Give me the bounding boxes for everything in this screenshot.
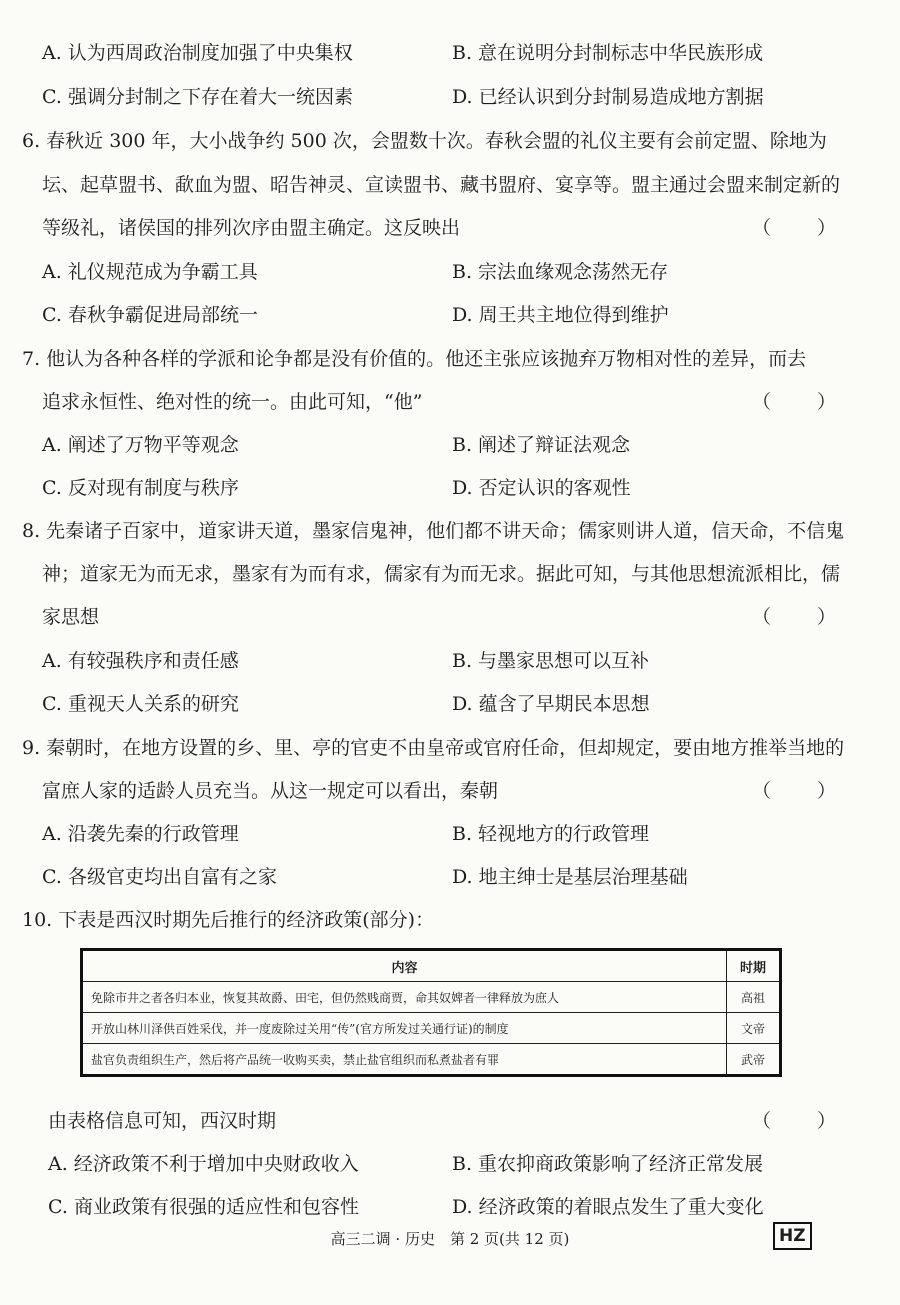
- q6-option-a: A. 礼仪规范成为争霸工具: [42, 261, 258, 283]
- table-header-row: [82, 950, 781, 982]
- table-cell-period: 文帝: [727, 1013, 781, 1044]
- q9-option-c: C. 各级官吏均出自富有之家: [42, 866, 277, 888]
- q6-stem-line: 等级礼，诸侯国的排列次序由盟主确定。这反映出: [42, 217, 461, 239]
- exam-code-badge: HZ: [773, 1222, 812, 1250]
- table-cell-content: 免除市井之者各归本业，恢复其故爵、田宅，但仍然贱商贾，命其奴婢者一律释放为庶人: [82, 982, 727, 1013]
- table-header-content: 内容: [82, 950, 727, 982]
- q5-option-a: A. 认为西周政治制度加强了中央集权: [42, 42, 353, 64]
- table-cell-content: 盐官负责组织生产，然后将产品统一收购买卖，禁止盐官组织而私煮盐者有罪: [82, 1044, 727, 1076]
- q8-answer-paren: （ ）: [752, 606, 857, 628]
- table-cell-content: 开放山林川泽供百姓采伐，并一度废除过关用“传”(官方所发过关通行证)的制度: [82, 1013, 727, 1044]
- q9-option-a: A. 沿袭先秦的行政管理: [42, 823, 239, 845]
- policy-table: [80, 948, 782, 1077]
- q8-stem-line: 家思想: [42, 606, 100, 628]
- q7-answer-paren: （ ）: [752, 391, 857, 413]
- table-cell-period: 高祖: [727, 982, 781, 1013]
- table-row: [82, 982, 781, 1013]
- q10-question: 由表格信息可知，西汉时期: [48, 1110, 277, 1132]
- q7-stem-line: 追求永恒性、绝对性的统一。由此可知，“他”: [42, 391, 423, 413]
- q9-option-b: B. 轻视地方的行政管理: [452, 823, 650, 845]
- q5-option-d: D. 已经认识到分封制易造成地方割据: [452, 86, 764, 108]
- q6-option-c: C. 春秋争霸促进局部统一: [42, 304, 258, 326]
- table-row: [82, 1044, 781, 1076]
- q10-stem: 10. 下表是西汉时期先后推行的经济政策(部分)：: [22, 909, 435, 931]
- q7-option-d: D. 否定认识的客观性: [452, 477, 631, 499]
- q6-answer-paren: （ ）: [752, 217, 857, 239]
- q10-option-c: C. 商业政策有很强的适应性和包容性: [48, 1196, 359, 1218]
- q8-option-b: B. 与墨家思想可以互补: [452, 650, 650, 672]
- q6-stem-line: 6. 春秋近 300 年，大小战争约 500 次，会盟数十次。春秋会盟的礼仪主要有会前定盟、除地为: [22, 130, 827, 152]
- table-cell-period: 武帝: [727, 1044, 781, 1076]
- q9-option-d: D. 地主绅士是基层治理基础: [452, 866, 688, 888]
- q5-option-c: C. 强调分封制之下存在着大一统因素: [42, 86, 353, 108]
- q7-option-c: C. 反对现有制度与秩序: [42, 477, 239, 499]
- q8-option-c: C. 重视天人关系的研究: [42, 693, 239, 715]
- q10-option-d: D. 经济政策的着眼点发生了重大变化: [452, 1196, 764, 1218]
- q9-answer-paren: （ ）: [752, 780, 857, 802]
- q10-option-b: B. 重农抑商政策影响了经济正常发展: [452, 1153, 764, 1175]
- q8-stem-line: 8. 先秦诸子百家中，道家讲天道，墨家信鬼神，他们都不讲天命；儒家则讲人道，信天命，不信鬼: [22, 520, 845, 542]
- q9-stem-line: 富庶人家的适龄人员充当。从这一规定可以看出，秦朝: [42, 780, 499, 802]
- q10-option-a: A. 经济政策不利于增加中央财政收入: [48, 1153, 359, 1175]
- q6-stem-line: 坛、起草盟书、歃血为盟、昭告神灵、宣读盟书、藏书盟府、宴享等。盟主通过会盟来制定新的: [42, 174, 841, 196]
- table-row: [82, 1013, 781, 1044]
- q6-option-d: D. 周王共主地位得到维护: [452, 304, 669, 326]
- q7-stem-line: 7. 他认为各种各样的学派和论争都是没有价值的。他还主张应该抛弃万物相对性的差异，而去: [22, 348, 807, 370]
- q10-answer-paren: （ ）: [752, 1110, 857, 1132]
- q7-option-a: A. 阐述了万物平等观念: [42, 434, 239, 456]
- q9-stem-line: 9. 秦朝时，在地方设置的乡、里、亭的官吏不由皇帝或官府任命，但却规定，要由地方推举当地的: [22, 737, 845, 759]
- q6-option-b: B. 宗法血缘观念荡然无存: [452, 261, 669, 283]
- q8-option-a: A. 有较强秩序和责任感: [42, 650, 239, 672]
- q7-option-b: B. 阐述了辩证法观念: [452, 434, 631, 456]
- q8-option-d: D. 蕴含了早期民本思想: [452, 693, 650, 715]
- table-header-period: 时期: [727, 950, 781, 982]
- q5-option-b: B. 意在说明分封制标志中华民族形成: [452, 42, 764, 64]
- page-footer: 高三二调 · 历史 第 2 页(共 12 页): [330, 1230, 570, 1248]
- q8-stem-line: 神；道家无为而无求，墨家有为而有求，儒家有为而无求。据此可知，与其他思想流派相比，儒: [42, 563, 841, 585]
